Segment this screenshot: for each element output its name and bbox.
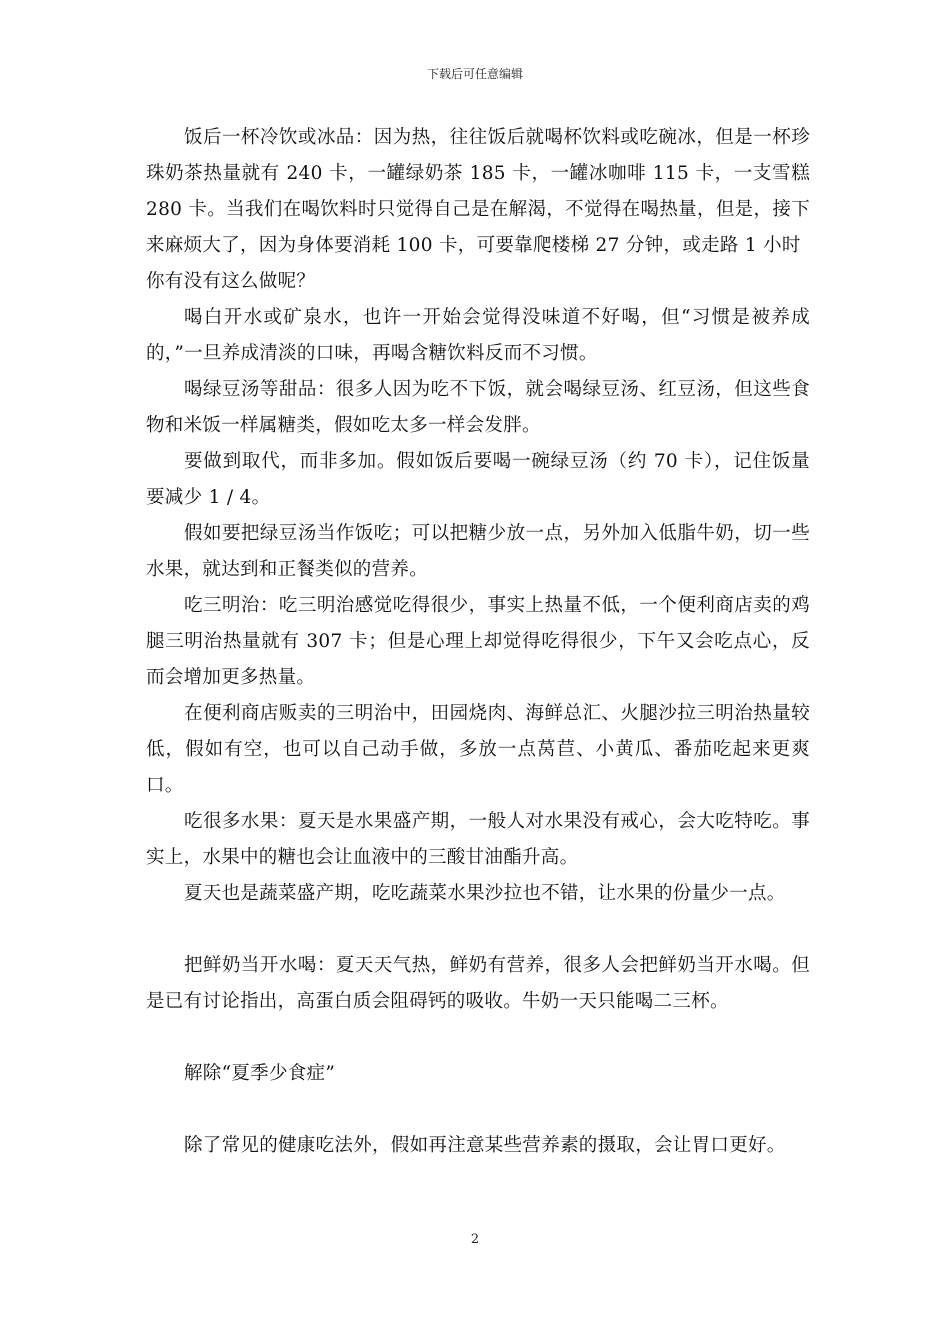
paragraph-mung-bean-soup: 喝绿豆汤等甜品：很多人因为吃不下饭，就会喝绿豆汤、红豆汤，但这些食物和米饭一样属糖类，假如吃太多一样会发胖。 <box>146 379 810 436</box>
paragraph-cold-drinks: 饭后一杯冷饮或冰品：因为热，往往饭后就喝杯饮料或吃碗冰，但是一杯珍珠奶茶热量就有 240 卡，一罐绿奶茶 185 卡，一罐冰咖啡 115 卡，一支雪糕 280 卡。当我们在喝饮料时只觉得自己是在解渴，不觉得在喝热量，但是，接下来麻烦大了，因为身体要消耗 100 卡，可要靠爬楼梯 27 分钟，或走路 1 小时 你有没有这么做呢？ <box>146 127 810 292</box>
blank-line <box>146 1020 810 1056</box>
paragraph-sandwich-choices: 在便利商店贩卖的三明治中，田园烧肉、海鲜总汇、火腿沙拉三明治热量较低，假如有空，也可以自己动手做，多放一点莴苣、小黄瓜、番茄吃起来更爽口。 <box>146 703 810 796</box>
document-body <box>146 120 810 1164</box>
section-heading: 解除“夏季少食症” <box>184 1063 336 1084</box>
paragraph-fruit: 吃很多水果：夏天是水果盛产期，一般人对水果没有戒心，会大吃特吃。事实上，水果中的糖也会让血液中的三酸甘油酯升高。 <box>146 811 810 868</box>
paragraph-soup-as-meal: 假如要把绿豆汤当作饭吃；可以把糖少放一点，另外加入低脂牛奶，切一些水果，就达到和正餐类似的营养。 <box>146 523 810 580</box>
blank-line <box>146 912 810 948</box>
page-header: 下载后可任意编辑 <box>426 67 523 81</box>
paragraph-vegetable-salad: 夏天也是蔬菜盛产期，吃吃蔬菜水果沙拉也不错，让水果的份量少一点。 <box>184 883 786 904</box>
paragraph-sandwich: 吃三明治：吃三明治感觉吃得很少，事实上热量不低，一个便利商店卖的鸡腿三明治热量就有 307 卡；但是心理上却觉得吃得很少，下午又会吃点心，反而会增加更多热量。 <box>146 595 810 688</box>
paragraph-substitute: 要做到取代，而非多加。假如饭后要喝一碗绿豆汤（约 70 卡），记住饭量要减少 1 / 4。 <box>146 451 810 508</box>
blank-line <box>146 1092 810 1128</box>
page-number: 2 <box>470 1232 480 1247</box>
paragraph-plain-water: 喝白开水或矿泉水，也许一开始会觉得没味道不好喝，但“习惯是被养成的，”一旦养成清淡的口味，再喝含糖饮料反而不习惯。 <box>146 307 810 364</box>
paragraph-nutrients: 除了常见的健康吃法外，假如再注意某些营养素的摄取，会让胃口更好。 <box>184 1135 786 1156</box>
paragraph-milk: 把鲜奶当开水喝：夏天天气热，鲜奶有营养，很多人会把鲜奶当开水喝。但是已有讨论指出，高蛋白质会阻碍钙的吸收。牛奶一天只能喝二三杯。 <box>146 955 810 1012</box>
